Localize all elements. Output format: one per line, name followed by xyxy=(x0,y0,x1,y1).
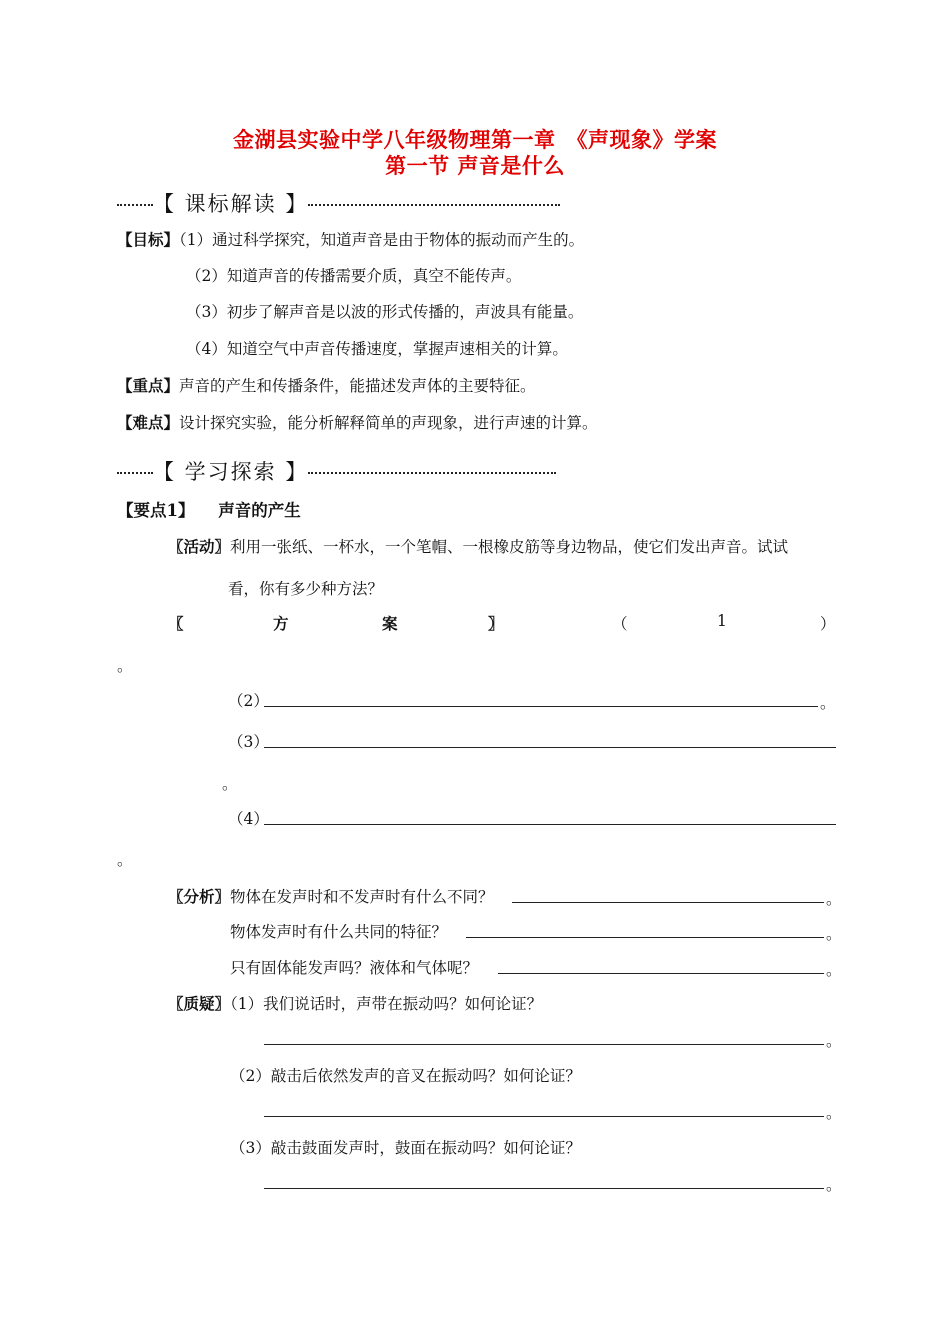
answer-line[interactable] xyxy=(466,937,824,938)
difficulty-label: 【难点】 xyxy=(117,413,180,432)
plan-char: 案 xyxy=(382,614,398,633)
period: 。 xyxy=(826,1032,842,1050)
answer-line[interactable] xyxy=(512,902,824,903)
activity-text-cont: 看，你有多少种方法？ xyxy=(228,580,384,598)
answer-line[interactable] xyxy=(264,1116,824,1117)
period: 。 xyxy=(820,694,836,712)
plan-item-number: （2） xyxy=(228,692,269,710)
answer-line[interactable] xyxy=(264,1188,824,1189)
analysis-question: 物体在发声时和不发声时有什么不同？ xyxy=(230,888,494,906)
dotted-leader xyxy=(117,204,153,206)
dotted-leader xyxy=(308,204,560,206)
answer-line[interactable] xyxy=(498,973,824,974)
plan-item-number: （4） xyxy=(228,810,269,828)
analysis-row-1 xyxy=(168,885,494,907)
goal-text: （1）通过科学探究，知道声音是由于物体的振动而产生的。 xyxy=(179,231,585,249)
question-row-1 xyxy=(168,992,542,1014)
period: 。 xyxy=(826,890,842,908)
dotted-leader xyxy=(117,472,153,474)
plan-paren-close: ） xyxy=(820,615,836,633)
answer-line[interactable] xyxy=(264,747,836,748)
goal-text: （4）知道空气中声音传播速度，掌握声速相关的计算。 xyxy=(186,340,568,358)
plan-number: 1 xyxy=(717,612,727,630)
section-header-curriculum xyxy=(117,188,560,218)
question-text: （3）敲击鼓面发声时，鼓面在振动吗？如何论证？ xyxy=(230,1139,581,1157)
period: 。 xyxy=(117,851,133,869)
answer-line[interactable] xyxy=(264,824,836,825)
activity-text: 利用一张纸、一杯水，一个笔帽、一根橡皮筋等身边物品，使它们发出声音。试试 xyxy=(230,538,789,556)
answer-line[interactable] xyxy=(264,706,818,707)
difficulty-text: 设计探究实验，能分析解释简单的声现象，进行声速的计算。 xyxy=(179,414,598,432)
period: 。 xyxy=(826,925,842,943)
key-text: 声音的产生和传播条件，能描述发声体的主要特征。 xyxy=(179,377,536,395)
page-subtitle: 第一节 声音是什么 xyxy=(385,153,565,178)
plan-bracket-open: 〖 xyxy=(168,614,184,633)
key-label: 【重点】 xyxy=(117,376,180,395)
plan-paren-open: （ xyxy=(612,615,628,633)
analysis-label: 〖分析〗 xyxy=(168,887,231,906)
activity-label: 〖活动〗 xyxy=(168,537,231,556)
plan-item-number: （3） xyxy=(228,733,269,751)
period: 。 xyxy=(826,1176,842,1194)
period: 。 xyxy=(826,1104,842,1122)
section-title: 【 学习探索 】 xyxy=(153,460,309,484)
plan-char: 方 xyxy=(273,614,289,633)
answer-line[interactable] xyxy=(264,1044,824,1045)
question-label: 〖质疑〗 xyxy=(168,994,231,1013)
period: 。 xyxy=(117,657,133,675)
goal-label: 【目标】 xyxy=(117,230,180,249)
goal-row-1 xyxy=(117,228,584,250)
plan-bracket-close: 〗 xyxy=(488,614,504,633)
dotted-leader xyxy=(308,472,556,474)
difficulty-row xyxy=(117,411,598,433)
point-heading xyxy=(117,497,301,521)
section-header-explore xyxy=(117,456,556,486)
analysis-question: 只有固体能发声吗？液体和气体呢？ xyxy=(230,959,479,977)
analysis-question: 物体发声时有什么共同的特征？ xyxy=(230,923,448,941)
question-text: （2）敲击后依然发声的音叉在振动吗？如何论证？ xyxy=(230,1067,581,1085)
period: 。 xyxy=(826,961,842,979)
key-point-row xyxy=(117,374,536,396)
point-label: 【要点1】 xyxy=(117,501,195,520)
period: 。 xyxy=(222,775,238,793)
activity-row xyxy=(168,535,788,557)
goal-text: （3）初步了解声音是以波的形式传播的，声波具有能量。 xyxy=(186,303,584,321)
point-title: 声音的产生 xyxy=(218,501,301,520)
goal-text: （2）知道声音的传播需要介质，真空不能传声。 xyxy=(186,267,522,285)
question-text: （1）我们说话时，声带在振动吗？如何论证？ xyxy=(230,995,543,1013)
section-title: 【 课标解读 】 xyxy=(153,192,309,216)
page-title: 金湖县实验中学八年级物理第一章 《声现象》学案 xyxy=(233,127,717,152)
